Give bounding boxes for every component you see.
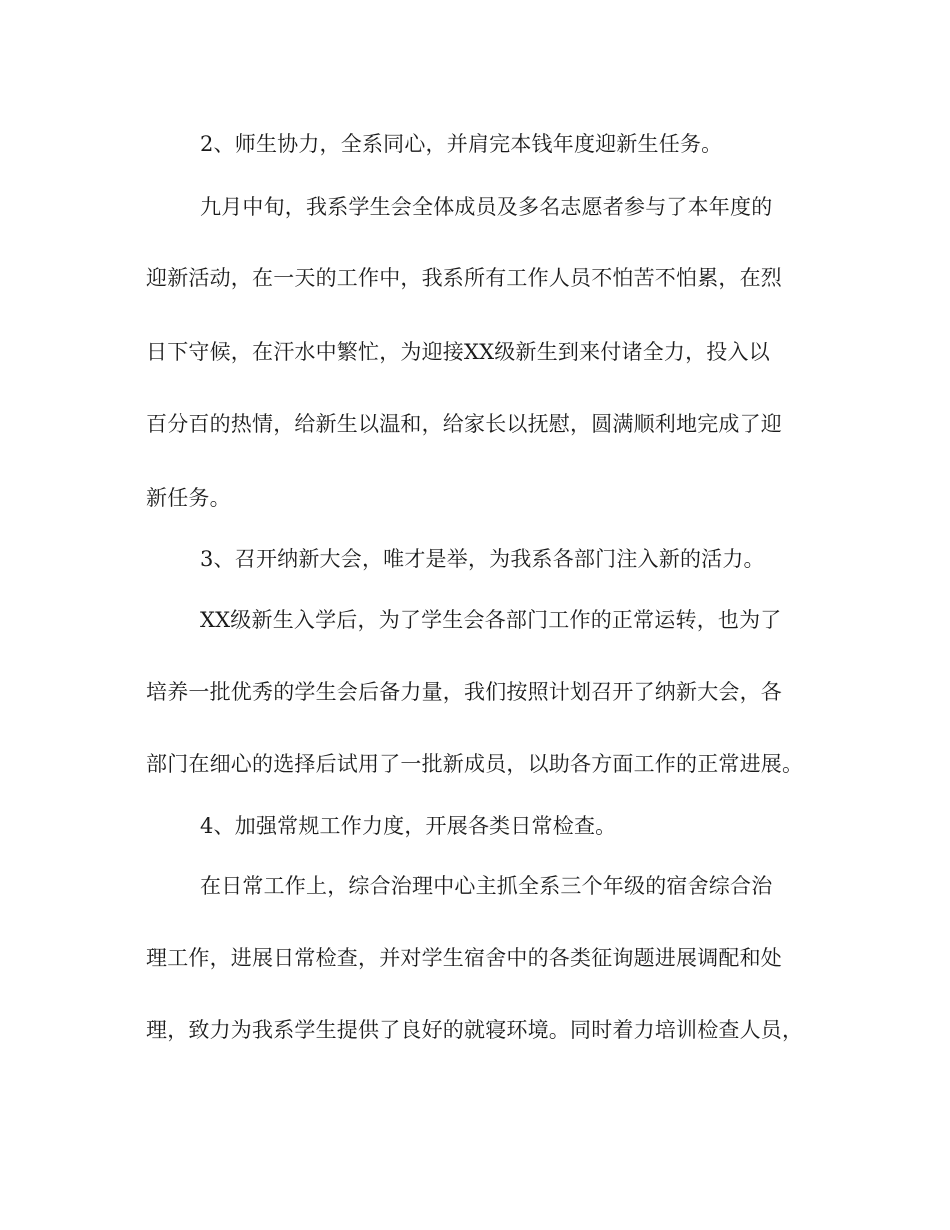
paragraph-line: 理工作，进展日常检查，并对学生宿舍中的各类征询题进展调配和处 — [146, 946, 782, 970]
section-heading-2: 2、师生协力，全系同心，并肩完本钱年度迎新生任务。 — [200, 132, 723, 156]
paragraph-line: 在日常工作上，综合治理中心主抓全系三个年级的宿舍综合治 — [200, 874, 773, 898]
paragraph-line: XX级新生入学后，为了学生会各部门工作的正常运转，也为了 — [200, 608, 782, 632]
section-heading-3: 3、召开纳新大会，唯才是举，为我系各部门注入新的活力。 — [200, 547, 765, 571]
paragraph-line: 九月中旬，我系学生会全体成员及多名志愿者参与了本年度的 — [200, 195, 773, 219]
paragraph-line: 新任务。 — [146, 486, 231, 510]
paragraph-line: 迎新活动，在一天的工作中，我系所有工作人员不怕苦不怕累，在烈 — [146, 266, 782, 290]
paragraph-line: 百分百的热情，给新生以温和，给家长以抚慰，圆满顺利地完成了迎 — [146, 412, 782, 436]
paragraph-line: 日下守候，在汗水中繁忙，为迎接XX级新生到来付诸全力，投入以 — [146, 340, 770, 364]
section-heading-4: 4、加强常规工作力度，开展各类日常检查。 — [200, 814, 617, 838]
paragraph-line: 培养一批优秀的学生会后备力量，我们按照计划召开了纳新大会，各 — [146, 680, 782, 704]
paragraph-line: 部门在细心的选择后试用了一批新成员，以助各方面工作的正常进展。 — [146, 752, 804, 776]
paragraph-line: 理，致力为我系学生提供了良好的就寝环境。同时着力培训检查人员， — [146, 1018, 804, 1042]
